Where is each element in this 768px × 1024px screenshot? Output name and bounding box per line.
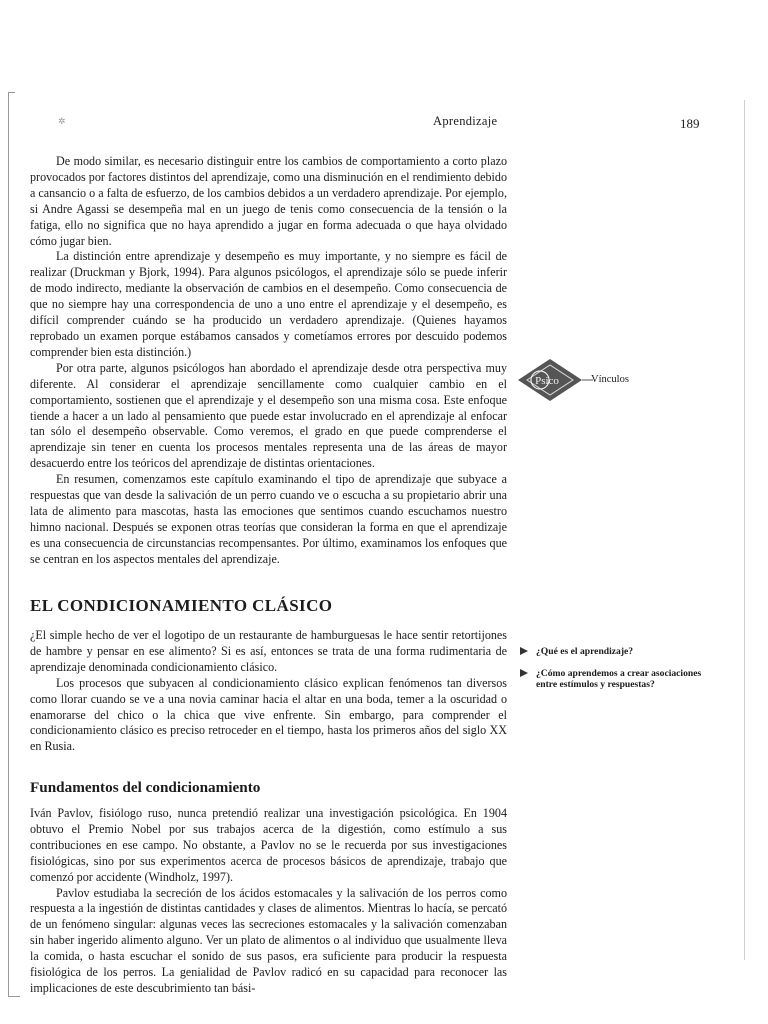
margin-question [520, 646, 710, 658]
section-text [30, 628, 507, 755]
scan-speck: ✲ [58, 116, 66, 126]
paragraph: Iván Pavlov, fisiólogo ruso, nunca pretendió realizar una investigación psicológica. En 1904 obtuvo el Premio Nobel por sus trabajos acerca de la digestión, como estímulo a sus contribuciones en ese campo. No obstante, a Pavlov no se le recuerda por sus investigaciones fisiológicas, sino por sus experimentos acerca de procesos básicos de aprendizaje, trabajo que comenzó por accidente (Windholz, 1997). [30, 806, 507, 884]
margin-question [520, 668, 710, 691]
paragraph: De modo similar, es necesario distinguir entre los cambios de comportamiento a corto plazo provocados por factores distintos del aprendizaje, como una disminución en el rendimiento debido a cansancio o a falta de esfuerzo, de los cambios debidos a un verdadero aprendizaje. Por ejemplo, si Andre Agassi se desempeña mal en un juego de tenis como consecuencia de la tensión o la fatiga, ello no significa que no haya aprendido a jugar en forma adecuada o que haya olvidado cómo jugar bien. [30, 154, 507, 248]
question-text: ¿Qué es el aprendizaje? [536, 646, 634, 657]
paragraph: ¿El simple hecho de ver el logotipo de un restaurante de hamburguesas le hace sentir retortijones de hambre y pensar en ese alimento? Si es así, entonces se trata de una forma rudimentaria de aprendizaje denominada condicionamiento clásico. [30, 628, 507, 674]
margin-questions [520, 646, 710, 701]
scan-border-bottom [8, 996, 20, 997]
arrow-right-icon [520, 647, 528, 655]
intro-text [30, 154, 507, 568]
section-heading: EL CONDICIONAMIENTO CLÁSICO [30, 596, 333, 615]
running-head: Aprendizaje [433, 114, 498, 128]
scan-border-right [744, 100, 745, 960]
subsection-heading: Fundamentos del condicionamiento [30, 779, 261, 796]
logo-emblem-text: Psico [535, 375, 559, 387]
logo-word: Vínculos [591, 374, 629, 385]
paragraph: La distinción entre aprendizaje y desempeño es muy importante, y no siempre es fácil de realizar (Druckman y Bjork, 1994). Para algunos psicólogos, el aprendizaje sólo se puede inferir de modo indirecto, mediante la observación de cambios en el desempeño. Como consecuencia de que no siempre hay una correspondencia de uno a uno entre el aprendizaje y el desempeño, es difícil comprender cuándo se ha producido un verdadero aprendizaje. (Quienes hayamos reprobado un examen porque estábamos cansados y cometíamos errores por descuido podemos comprender bien esta distinción.) [30, 249, 507, 359]
scan-border-left [8, 92, 9, 997]
paragraph: Los procesos que subyacen al condicionamiento clásico explican fenómenos tan diversos como llorar cuando se ve a una novia caminar hacia el altar en una boda, temer a la oscuridad o enamorarse del chico o la chica que vive enfrente. Sin embargo, para comprender el condicionamiento clásico es preciso retroceder en el tiempo, hasta los primeros años del siglo XX en Rusia. [30, 675, 507, 754]
subsection-text [30, 806, 507, 997]
page-number: 189 [680, 116, 700, 131]
paragraph: Por otra parte, algunos psicólogos han abordado el aprendizaje desde otra perspectiva muy diferente. Al considerar el aprendizaje sencillamente como cualquier cambio en el comportamiento, sostienen que el aprendizaje y el desempeño son una misma cosa. Este enfoque tiende a hacer a un lado al pensamiento que puede estar involucrado en el aprendizaje al enfocar tan sólo el desempeño observable. Como veremos, el grado en que puede comprenderse el aprendizaje sin tener en cuenta los procesos mentales representa una de las áreas de mayor desacuerdo entre los teóricos del aprendizaje de distintas orientaciones. [30, 360, 507, 471]
paragraph: Pavlov estudiaba la secreción de los ácidos estomacales y la salivación de los perros como respuesta a la ingestión de distintas cantidades y clases de alimentos. Mientras lo hacía, se percató de un fenómeno singular: algunas veces las secreciones estomacales y la salivación comenzaban sin haber ingerido alimento alguno. Ver un plato de alimentos o al individuo que usualmente lleva la comida, o hasta escuchar el sonido de sus pasos, era suficiente para producir la respuesta fisiológica de los perros. La genialidad de Pavlov radicó en su capacidad para reconocer las implicaciones de este descubrimiento tan bási- [30, 885, 507, 995]
arrow-right-icon [520, 669, 528, 677]
paragraph: En resumen, comenzamos este capítulo examinando el tipo de aprendizaje que subyace a respuestas que van desde la salivación de un perro cuando ve o escucha a su propietario abrir una lata de alimento para mascotas, hasta las emociones que sentimos cuando escuchamos nuestro himno nacional. Después se exponen otras teorías que consideran la forma en que el aprendizaje es una consecuencia de circunstancias recompensantes. Por último, examinamos los enfoques que se centran en los aspectos mentales del aprendizaje. [30, 472, 507, 566]
question-text: ¿Cómo aprendemos a crear asociaciones entre estímulos y respuestas? [536, 667, 702, 690]
scan-border-tick [8, 92, 15, 93]
